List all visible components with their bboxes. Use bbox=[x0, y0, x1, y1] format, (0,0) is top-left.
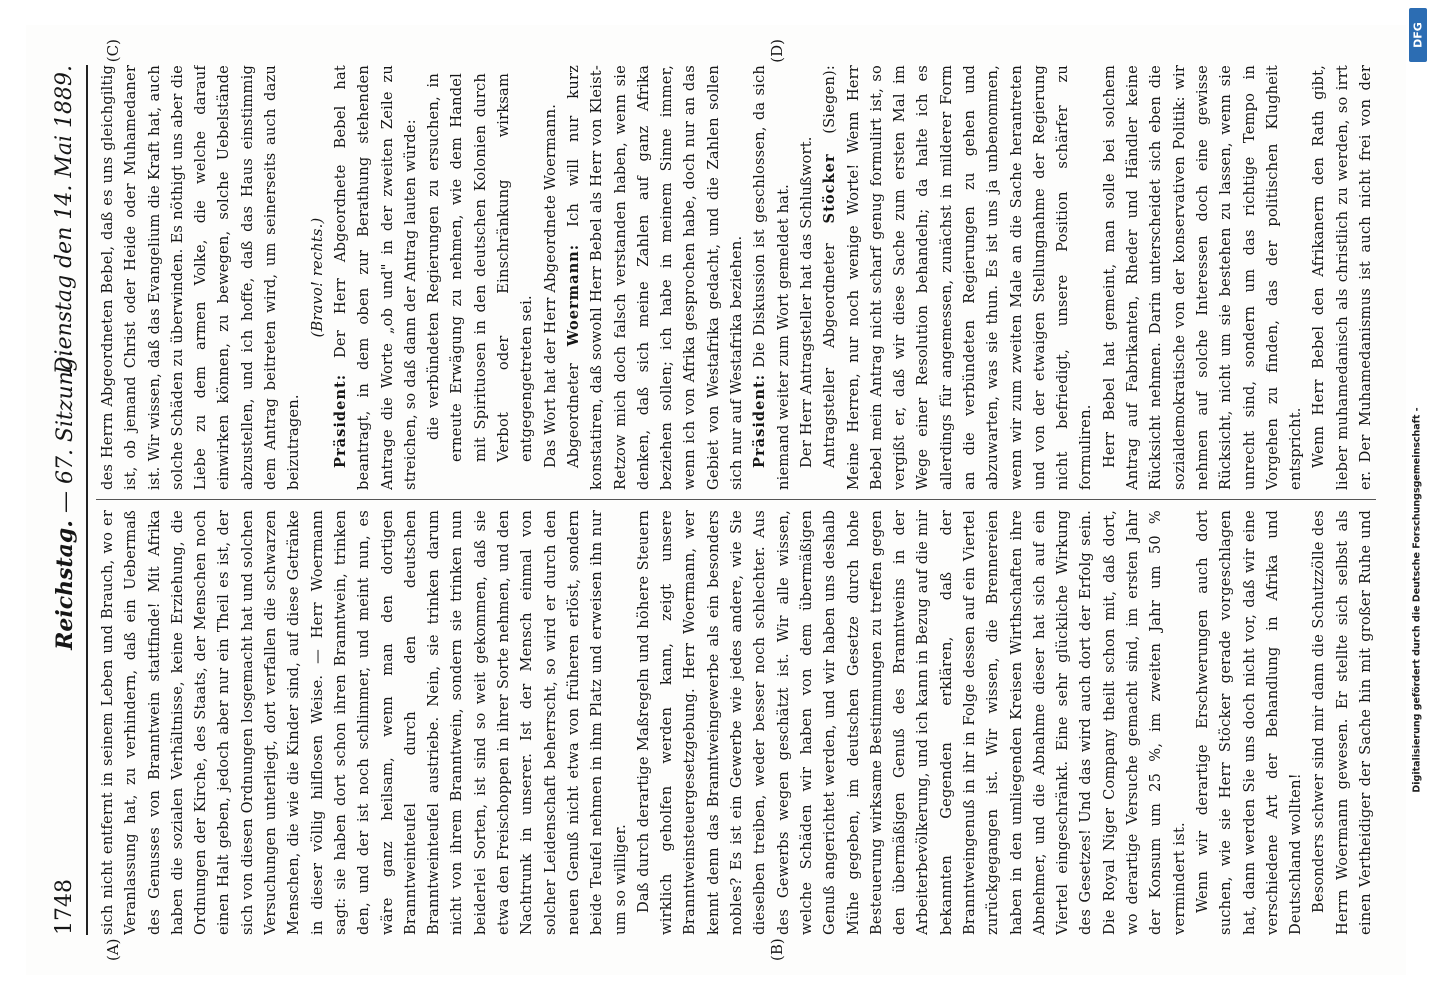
paragraph: sich nicht entfernt in seinem Leben und Brauch, wo er Veranlassung hat, zu verhindern, daß ein Uebermaß des Genusses von Branntwein stattfinde! Mit Afrika haben die sozialen Verhältnisse, keine Erziehung, die Ordnungen der Kirche, des Staats, der Menschen noch einen Halt geben, jedoch aber nur ein Theil es ist, der sich von diesen Ordnungen losgemacht hat und solchen Versuchungen unterliegt, dort verfallen die schwarzen Menschen, die wie die Kinder sind, auf diese Getränke in dieser völlig hilflosen Weise. — Herr Woermann sagt: sie haben dort schon ihren Branntwein, trinken den, und der ist noch schlimmer, und meint nun, es wäre ganz heilsam, wenn man den dortigen Branntweinteufel durch den deutschen Branntweinteufel austriebe. Nein, sie trinken darum nicht von ihrem Branntwein, sondern sie trinken nun beiderlei Sorten, ist sind so weit gekommen, daß sie etwa den Freischoppen in ihrer Sorte nehmen, und den Nachtrunk in unserer. Ist der Mensch einmal von solcher Leidenschaft beherrscht, so wird er durch den neuen Genuß nicht etwa von früheren erlöst, sondern beide Teufel nehmen in ihm Platz und erweisen ihn nur um so williger. bbox=[99, 510, 629, 935]
motion-text: die verbündeten Regierungen zu ersuchen, in erneute Erwägung zu nehmen, wie dem Handel mit Spirituosen in den deutschen Kolonien durch Verbot oder Einschränkung wirksam entgegengetreten sei. bbox=[425, 73, 536, 462]
paragraph: des Herrn Abgeordneten Bebel, daß es uns gleichgiltig ist, ob jemand Christ oder Heide oder Muhamedaner ist. Wir wissen, daß das Evangelium die Kraft hat, auch solche Schäden zu überwinden. Es nöthigt uns aber die Liebe zu dem armen Volke, die welche darauf einwirken können, zu bewegen, solche Uebelstände abzustellen, und ich hoffe, daß das Haus einstimmig dem Antrag beitreten wird, um seinerseits auch dazu beizutragen. bbox=[99, 65, 303, 490]
margin-marker-d: (D) bbox=[768, 39, 786, 63]
paragraph: Daß durch derartige Maßregeln und höhere Steuern wirklich geholfen werden kann, zeigt unsere Branntweinsteuergesetzgebung. Herr Woermann, wer kennt denn das Branntweingewerbe als ein besonders nobles? Es ist ein Gewerbe wie jedes andere, wie Sie dieselben treiben, weder besser noch schlechter. Aus des Gewerbs wegen geschätzt ist. Wir alle wissen, welche Schäden wir haben von dem übermäßigen Genuß angerichtet werden, und wir haben uns deshalb Mühe gegeben, im deutschen Gesetze durch hohe Besteuerung wirksame Bestimmungen zu treffen gegen den übermäßigen Genuß des Branntweins in der Arbeiterbevölkerung, und ich kann in Bezug auf die mir bekannten Gegenden erklären, daß der Branntweingenuß in ihr in Folge dessen auf ein Viertel zurückgegangen ist. Wir wissen, die Brennereien haben in den umliegenden Kreisen Wirthschaften ihre Abnehmer, und die Abnahme dieser hat sich auf ein Viertel eingeschränkt. Eine sehr glückliche Wirkung des Gesetzes! Und das wird auch dort der Erfolg sein. Die Royal Niger Company theilt schon mit, daß dort, wo derartige Versuche gemacht sind, im ersten Jahr der Konsum um 25 %, im zweiten Jahr um 50 % vermindert ist. bbox=[634, 510, 1188, 935]
margin-marker-b: (B) bbox=[768, 938, 786, 961]
speaker-title: Antragsteller Abgeordneter bbox=[821, 223, 839, 468]
speaker-title: Abgeordneter bbox=[564, 346, 582, 468]
speech-text: (Siegen): Meine Herren, nur noch wenige Worte! Wenn Herr Bebel mein Antrag nicht scharf genug formulirt ist, so vergißt er, daß wir diese Sache zum ersten Mal im Wege einer Resolution behandeln; da halte ich es allerdings für angemessen, zunächst in milderer Form an die verbündeten Regierungen zu gehen und abzuwarten, was sie thun. Es ist uns ja unbenommen, wenn wir zum zweiten Male an die Sache herantreten und von der etwaigen Stellungnahme der Regierung nicht befriedigt, unsere Position schärfer zu formuliren. bbox=[821, 65, 1095, 490]
paragraph bbox=[748, 65, 795, 490]
page-header bbox=[44, 65, 88, 935]
speaker-name: Präsident: bbox=[331, 373, 349, 468]
credit-text: Digitalisierung gefördert durch die Deutsche Forschungsgemeinschaft - bbox=[1411, 407, 1423, 793]
scanned-page bbox=[26, 25, 1406, 975]
margin-marker-c: (C) bbox=[104, 39, 122, 63]
paragraph bbox=[818, 65, 1098, 490]
speech-text: Ich will nur kurz konstatiren, daß sowohl Herr Bebel als Herr von Kleist-Retzow mich doch falsch verstanden haben, wenn sie denken, daß sich meine Zahlen auf ganz Afrika beziehen sollen; ich habe in meinem Sinne immer, wenn ich von Afrika gesprochen habe, doch nur an das Gebiet von Westafrika gedacht, und die Zahlen sollen sich nur auf Westafrika beziehen. bbox=[564, 65, 746, 490]
session-title-number: — 67. Sitzung. bbox=[53, 350, 78, 521]
session-date: Dienstag den 14. Mai 1889. bbox=[52, 65, 77, 375]
left-column bbox=[96, 510, 1376, 935]
margin-marker-a: (A) bbox=[104, 938, 122, 961]
page-number: 1748 bbox=[52, 879, 77, 935]
speaker-name: Präsident: bbox=[751, 373, 769, 468]
right-column bbox=[96, 65, 1376, 490]
speaker-name: Stöcker bbox=[821, 153, 839, 224]
paragraph: Besonders schwer sind mir dann die Schutzzölle des Herrn Woermann gewesen. Er stellte sich selbst als einen Vertheidiger der Sache hin mit großer Ruhe und bbox=[1310, 510, 1375, 935]
paragraph: Das Wort hat der Herr Abgeordnete Woermann. bbox=[541, 103, 559, 468]
paragraph: Wenn wir derartige Erschwerungen auch dort suchen, wie sie Herr Stöcker gerade vorgeschlagen hat, dann werden Sie uns doch nicht vor, daß wir eine verschiedene Art der Behandlung in Afrika und Deutschland wollten! bbox=[1193, 510, 1305, 935]
paragraph: Wenn Herr Bebel den Afrikanern den Rath gibt, lieber muhamedanisch als christlich zu werden, so irrt er. Der Muhamedanismus ist auch nicht frei von der bbox=[1310, 65, 1375, 490]
column-divider bbox=[96, 499, 1376, 500]
dfg-logo-label: DFG bbox=[1411, 22, 1425, 48]
speaker-name: Woermann: bbox=[564, 243, 582, 347]
paragraph bbox=[329, 65, 422, 490]
digitization-credit bbox=[1404, 10, 1430, 990]
paragraph: Herr Bebel hat gemeint, man solle bei solchem Antrag auf Fabrikanten, Rheder und Händler keine Rücksicht nehmen. Darin unterscheidet sich eben die sozialdemokratische von der konservativen Politik: wir nehmen auf solche Interessen doch eine gewisse Rücksicht, nicht um sie bestehen zu lassen, wenn sie unrecht sind, sondern um das richtige Tempo in Vorgehen zu finden, das der politischen Klugheit entspricht. bbox=[1100, 65, 1305, 490]
paragraph bbox=[562, 65, 748, 490]
paragraph: Der Herr Antragsteller hat das Schlußwort. bbox=[797, 136, 815, 468]
speech-text: Die Diskussion ist geschlossen, da sich niemand weiter zum Wort gemeldet hat. bbox=[751, 65, 792, 490]
session-title-bold: Reichstag. bbox=[52, 520, 78, 650]
speech-text: Der Herr Abgeordnete Bebel hat beantragt, in dem oben zur Berathung stehenden Antrage die Worte „ob und" in der zweiten Zeile zu streichen, so daß dann der Antrag lauten würde: bbox=[331, 65, 419, 490]
dfg-logo bbox=[1409, 8, 1427, 62]
applause-note: (Bravo! rechts.) bbox=[308, 217, 326, 338]
